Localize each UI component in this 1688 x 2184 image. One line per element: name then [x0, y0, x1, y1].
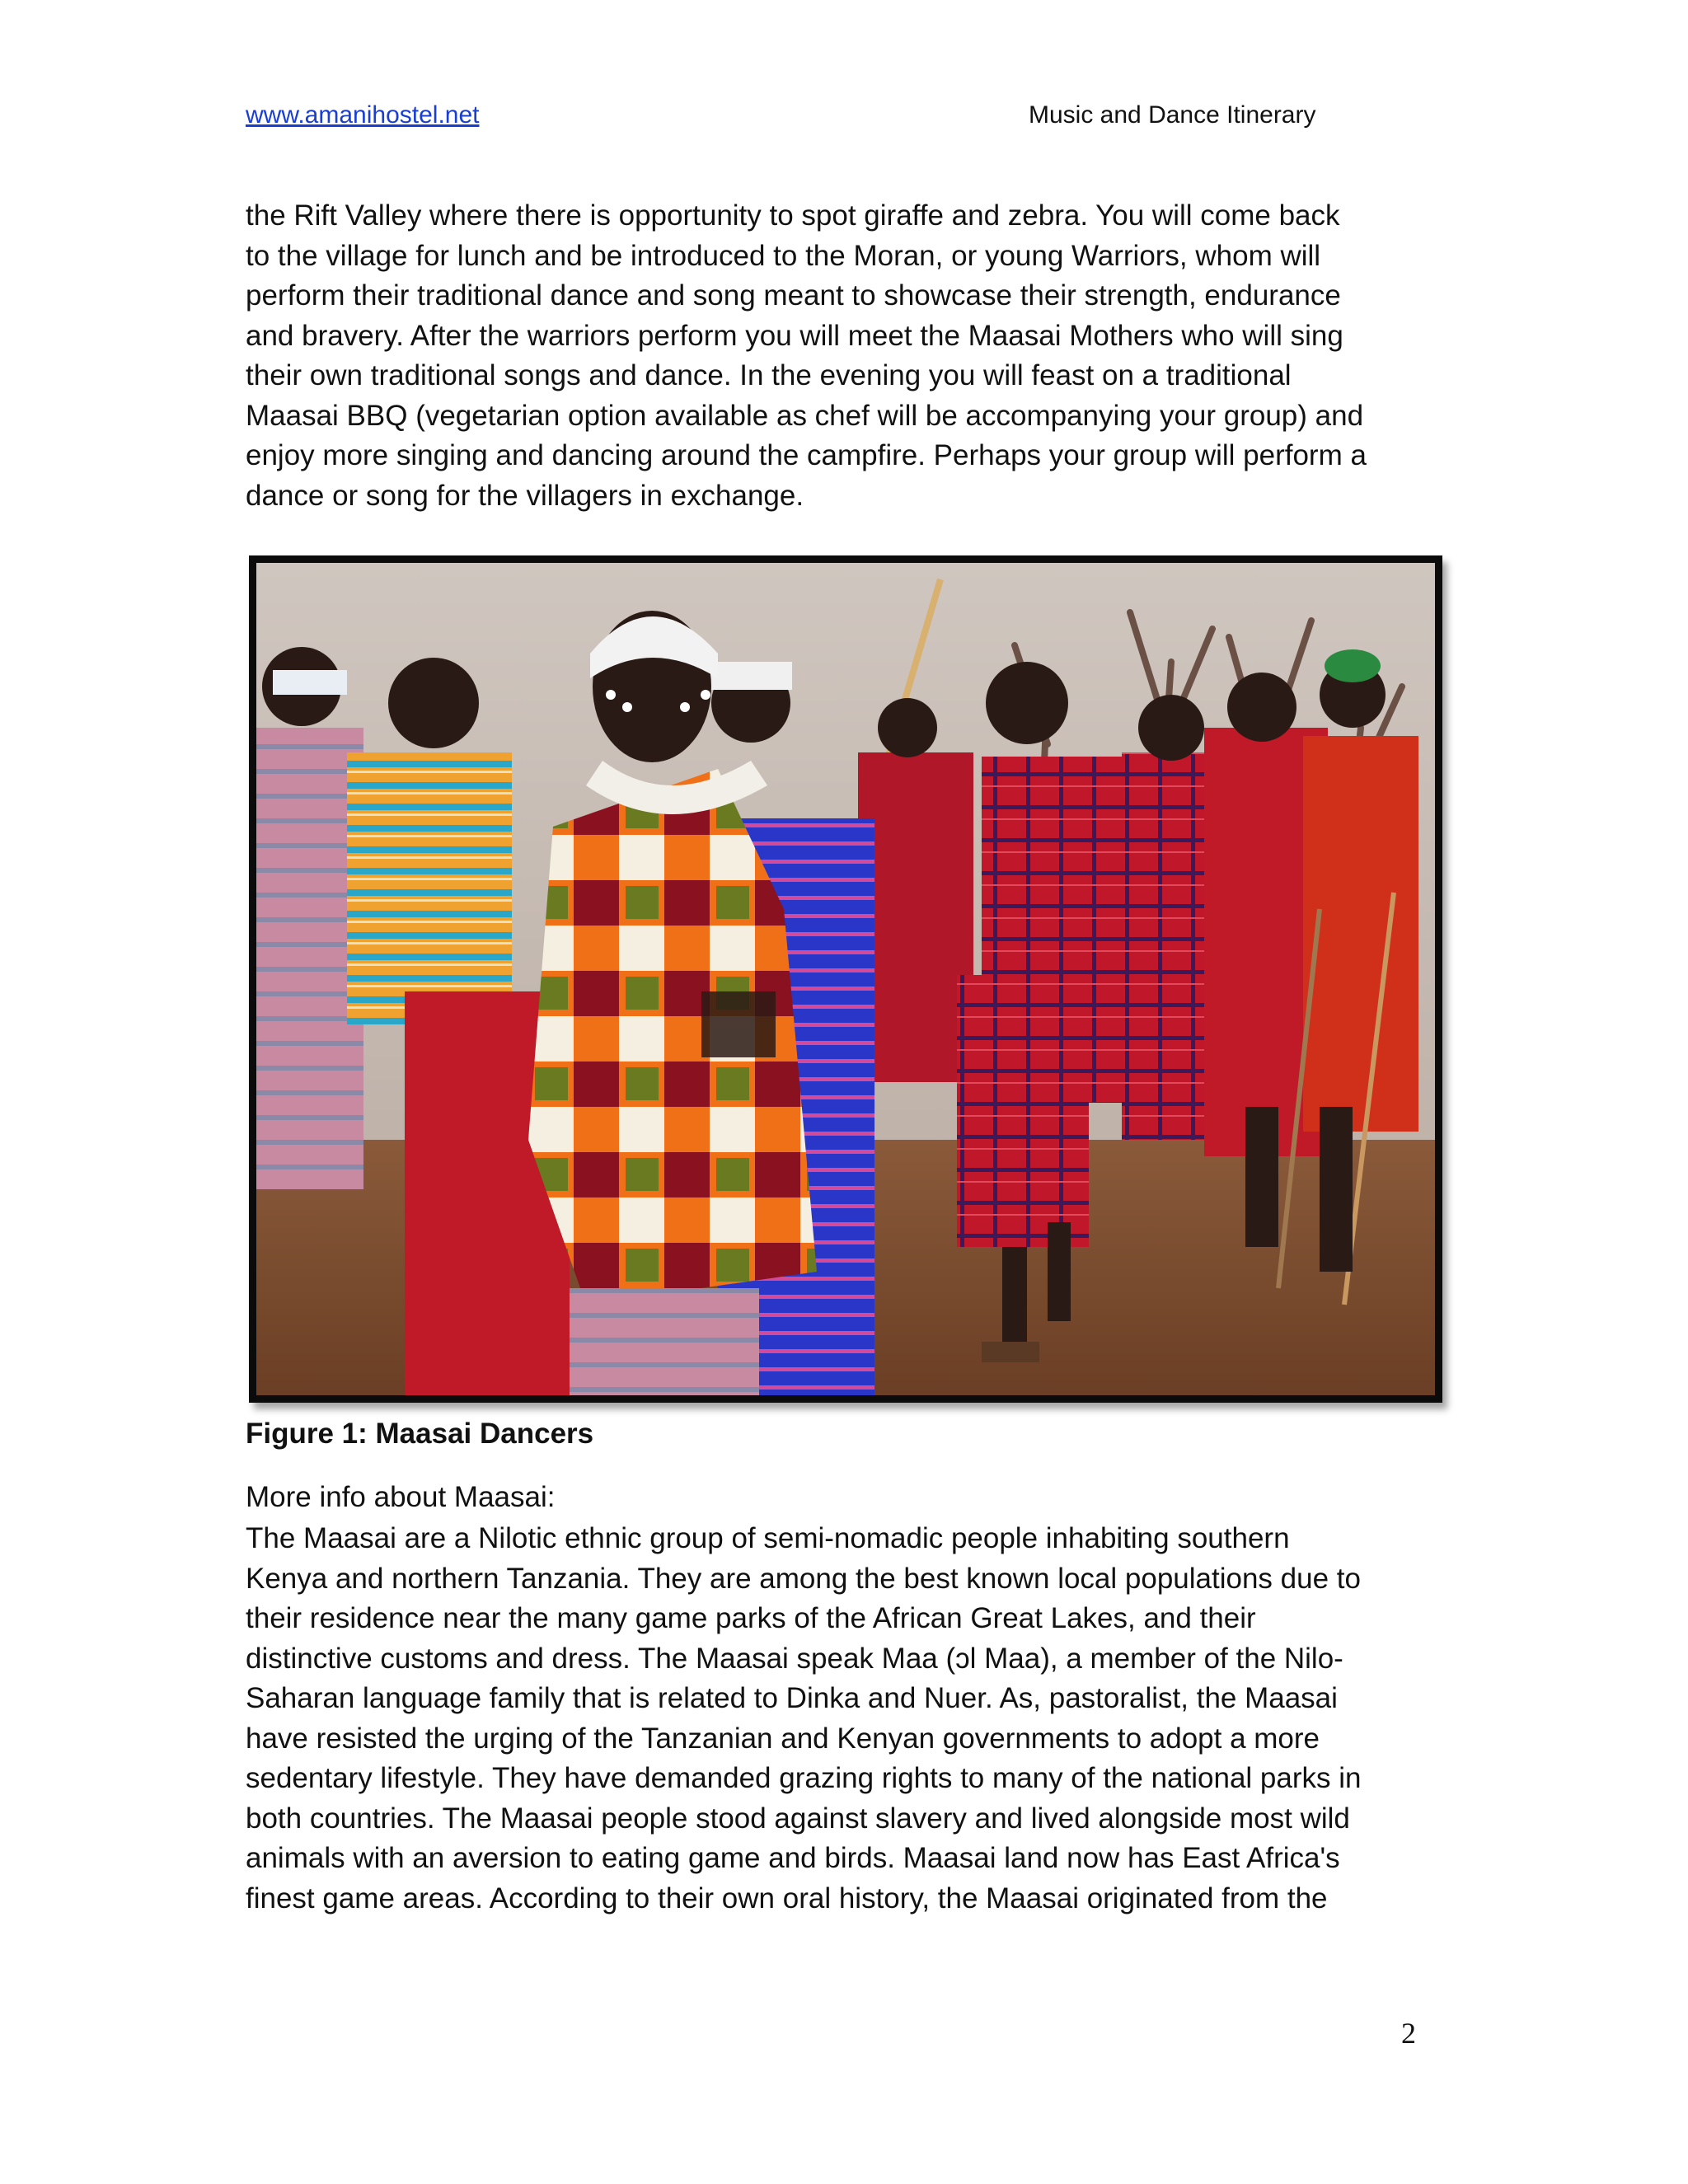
- maasai-dancers-photo: [249, 555, 1442, 1403]
- more-info-heading: More info about Maasai:: [246, 1481, 556, 1513]
- header-website-link[interactable]: www.amanihostel.net: [246, 101, 480, 129]
- paragraph-line: dance or song for the villagers in exchange.: [246, 479, 804, 512]
- paragraph-line: Maasai BBQ (vegetarian option available as chef will be accompanying your group) and: [246, 399, 1364, 432]
- paragraph-line: their own traditional songs and dance. In the evening you will feast on a traditional: [246, 359, 1292, 391]
- paragraph-line: The Maasai are a Nilotic ethnic group of semi-nomadic people inhabiting southern: [246, 1522, 1290, 1554]
- paragraph-line: finest game areas. According to their own oral history, the Maasai originated from the: [246, 1882, 1328, 1915]
- paragraph-line: both countries. The Maasai people stood against slavery and lived alongside most wild: [246, 1802, 1350, 1835]
- paragraph-line: to the village for lunch and be introduced to the Moran, or young Warriors, whom will: [246, 239, 1321, 272]
- page-number: 2: [1401, 2017, 1416, 2050]
- paragraph-line: their residence near the many game parks of the African Great Lakes, and their: [246, 1602, 1256, 1634]
- figure-caption: Figure 1: Maasai Dancers: [246, 1418, 594, 1450]
- paragraph-line: the Rift Valley where there is opportunity to spot giraffe and zebra. You will come back: [246, 199, 1340, 232]
- paragraph-line: Saharan language family that is related to Dinka and Nuer. As, pastoralist, the Maasai: [246, 1682, 1338, 1714]
- maasai-info-paragraph: [246, 1519, 1442, 1919]
- paragraph-line: animals with an aversion to eating game and birds. Maasai land now has East Africa's: [246, 1842, 1340, 1874]
- paragraph-line: distinctive customs and dress. The Maasai speak Maa (ɔl Maa), a member of the Nilo-: [246, 1642, 1343, 1675]
- paragraph-line: have resisted the urging of the Tanzanian and Kenyan governments to adopt a more: [246, 1722, 1320, 1755]
- paragraph-line: enjoy more singing and dancing around the campfire. Perhaps your group will perform a: [246, 439, 1367, 471]
- paragraph-line: Kenya and northern Tanzania. They are among the best known local populations due to: [246, 1562, 1361, 1595]
- header-document-title: Music and Dance Itinerary: [1029, 101, 1316, 129]
- paragraph-line: perform their traditional dance and song meant to showcase their strength, endurance: [246, 279, 1341, 312]
- intro-paragraph: [246, 196, 1442, 516]
- paragraph-line: sedentary lifestyle. They have demanded grazing rights to many of the national parks in: [246, 1762, 1362, 1794]
- paragraph-line: and bravery. After the warriors perform you will meet the Maasai Mothers who will sing: [246, 319, 1343, 352]
- photo-illustration: [256, 563, 1435, 1395]
